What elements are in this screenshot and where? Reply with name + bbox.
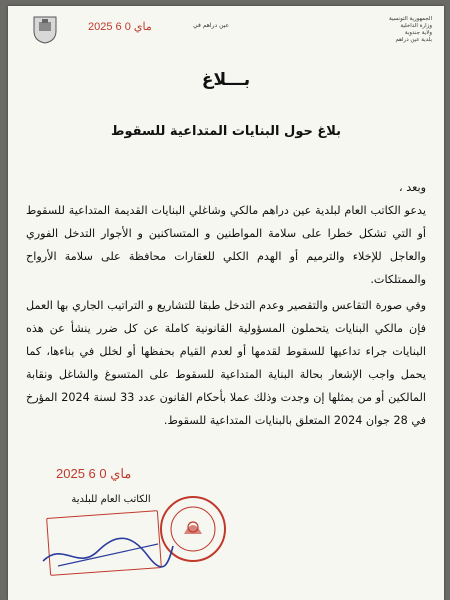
date-stamp-bottom: 2025 ماي 0 6 [56,466,132,481]
paragraph: يدعو الكاتب العام لبلدية عين دراهم مالكي وشاغلي البنايات القديمة المتداعية للسقوط أو التي تشكل خطرا على سلامة المواطنين و المتساكنين و الأجوار التدخل الفوري والعاجل للإخلاء والترميم أو الهدم الكلي للعقارات محافظة على سلامة الأرواح والممتلكات. [26,204,426,286]
subject-line: بلاغ حول البنايات المتداعية للسقوط [110,124,341,139]
greeting: وبعد ، [399,181,426,194]
letterhead-line: الجمهورية التونسية [389,16,432,22]
date-stamp-top: 2025 ماي 0 6 [88,21,152,33]
municipality-logo-icon [30,14,60,44]
document-body [26,176,426,432]
letterhead-line: بلدية عين دراهم [395,37,432,43]
date-place-label: عين دراهم في [193,22,230,29]
letterhead-line: ولاية جندوبة [404,30,432,36]
document-page [8,6,444,600]
paragraph: وفي صورة التقاعس والتقصير وعدم التدخل طبقا للتشاريع و التراتيب الجاري بها العمل فإن مالكي البنايات يتحملون المسؤولية القانونية كاملة عن كل ضرر ينشأ عن هذه البنايات جراء تداعيها للسقوط لقدمها أو لعدم القيام بحفظها أو لخلل في بناءها، كما يحمل واجب الإشعار بحالة البناية المتداعية للسقوط على المتسوغ والشاغل ونقابة المالكين أو من يمثلها إن وجدت وذلك عملا بأحكام القانون عدد 33 لسنة 2024 المؤرخ في 28 جوان 2024 المتعلق بالبنايات المتداعية للسقوط. [26,299,426,427]
signatory-title: الكاتب العام للبلدية [71,494,151,505]
page-title: بـــلاغ [201,70,251,90]
letterhead [312,16,432,44]
letterhead-line: وزارة الداخلية [400,23,432,29]
handwritten-signature [38,526,178,576]
